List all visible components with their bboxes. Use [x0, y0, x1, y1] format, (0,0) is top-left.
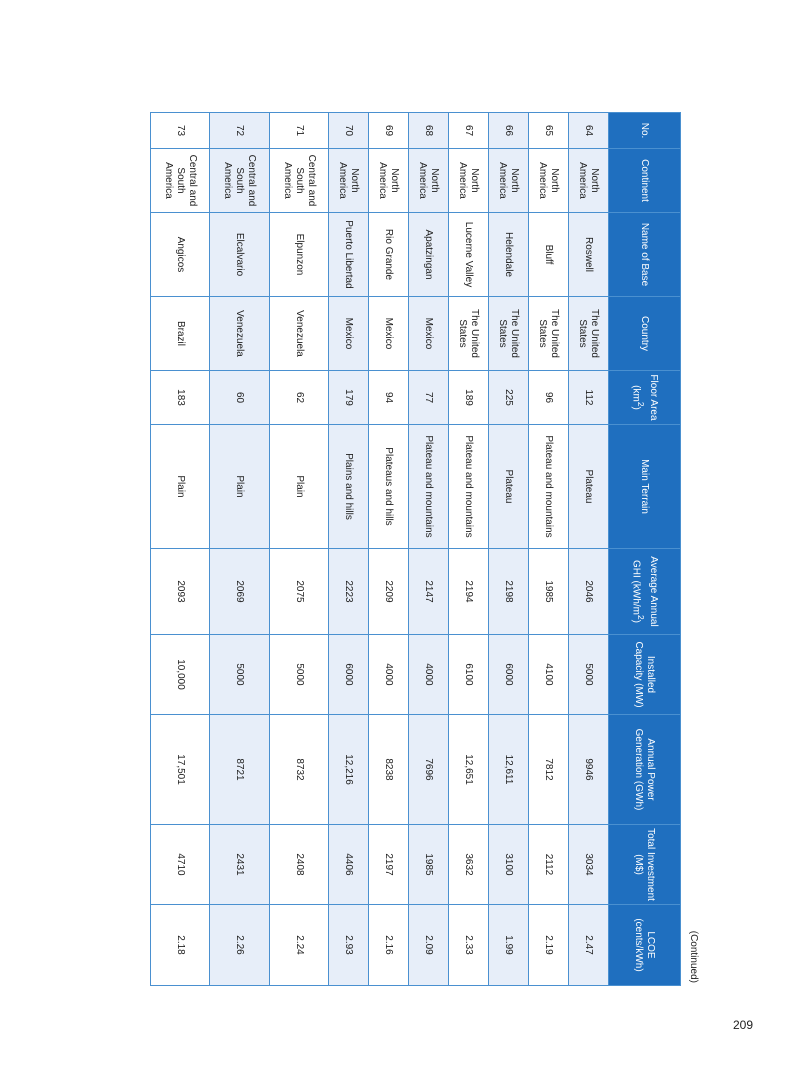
solar-bases-table — [150, 112, 681, 986]
cell-generation: 17,501 — [151, 715, 210, 825]
cell-no: 68 — [408, 113, 448, 149]
table-header-row — [609, 113, 681, 986]
cell-generation: 8732 — [269, 715, 328, 825]
table-row — [488, 113, 528, 986]
cell-name: Helendale — [488, 213, 528, 297]
page-number: 209 — [733, 1018, 754, 1032]
cell-terrain: Plateau and mountains — [528, 425, 568, 549]
cell-lcoe: 2.93 — [328, 905, 368, 986]
cell-continent: North America — [568, 149, 608, 213]
cell-lcoe: 2.09 — [408, 905, 448, 986]
cell-terrain: Plateau — [488, 425, 528, 549]
cell-lcoe: 2.24 — [269, 905, 328, 986]
cell-continent: North America — [448, 149, 488, 213]
cell-ghi: 2069 — [210, 549, 269, 635]
cell-country: The United States — [528, 297, 568, 371]
cell-floor-area: 189 — [448, 371, 488, 425]
cell-terrain: Plateau — [568, 425, 608, 549]
cell-capacity: 4000 — [368, 635, 408, 715]
cell-name: Elpunzon — [269, 213, 328, 297]
cell-terrain: Plain — [269, 425, 328, 549]
table-row — [528, 113, 568, 986]
cell-capacity: 6100 — [448, 635, 488, 715]
cell-country: Venezuela — [210, 297, 269, 371]
cell-floor-area: 225 — [488, 371, 528, 425]
cell-name: Elcalvario — [210, 213, 269, 297]
cell-country: Mexico — [408, 297, 448, 371]
cell-country: The United States — [448, 297, 488, 371]
cell-lcoe: 2.33 — [448, 905, 488, 986]
cell-investment: 2197 — [368, 825, 408, 905]
cell-continent: Central and South America — [210, 149, 269, 213]
header-lcoe: LCOE (cents/kWh) — [609, 905, 681, 986]
cell-terrain: Plain — [151, 425, 210, 549]
cell-lcoe: 2.16 — [368, 905, 408, 986]
cell-ghi: 2093 — [151, 549, 210, 635]
cell-ghi: 2198 — [488, 549, 528, 635]
table-row — [210, 113, 269, 986]
cell-continent: Central and South America — [151, 149, 210, 213]
cell-country: The United States — [488, 297, 528, 371]
cell-investment: 4406 — [328, 825, 368, 905]
cell-name: Roswell — [568, 213, 608, 297]
cell-capacity: 5000 — [269, 635, 328, 715]
cell-name: Puerto Libertad — [328, 213, 368, 297]
header-floor-area: Floor Area $(km^2)$ — [609, 371, 681, 425]
cell-country: Mexico — [368, 297, 408, 371]
cell-no: 67 — [448, 113, 488, 149]
cell-capacity: 5000 — [568, 635, 608, 715]
header-continent: Continent — [609, 149, 681, 213]
cell-terrain: Plain — [210, 425, 269, 549]
table-row — [368, 113, 408, 986]
cell-continent: North America — [368, 149, 408, 213]
cell-generation: 9946 — [568, 715, 608, 825]
cell-floor-area: 179 — [328, 371, 368, 425]
cell-country: Venezuela — [269, 297, 328, 371]
cell-capacity: 4100 — [528, 635, 568, 715]
cell-generation: 8238 — [368, 715, 408, 825]
header-country: Country — [609, 297, 681, 371]
header-name: Name of Base — [609, 213, 681, 297]
header-ghi: Average Annual GHI $(kWh/m^2)$ — [609, 549, 681, 635]
cell-no: 64 — [568, 113, 608, 149]
cell-generation: 7812 — [528, 715, 568, 825]
table-row — [408, 113, 448, 986]
cell-name: Apatzingan — [408, 213, 448, 297]
rotated-table-block — [150, 112, 699, 985]
cell-floor-area: 62 — [269, 371, 328, 425]
cell-investment: 3034 — [568, 825, 608, 905]
cell-no: 69 — [368, 113, 408, 149]
table-row — [448, 113, 488, 986]
cell-no: 71 — [269, 113, 328, 149]
cell-country: Mexico — [328, 297, 368, 371]
continued-label: (Continued) — [688, 930, 699, 983]
cell-no: 70 — [328, 113, 368, 149]
cell-floor-area: 77 — [408, 371, 448, 425]
cell-floor-area: 96 — [528, 371, 568, 425]
cell-lcoe: 2.26 — [210, 905, 269, 986]
cell-lcoe: 2.47 — [568, 905, 608, 986]
cell-floor-area: 183 — [151, 371, 210, 425]
cell-no: 65 — [528, 113, 568, 149]
cell-no: 73 — [151, 113, 210, 149]
cell-continent: North America — [328, 149, 368, 213]
cell-continent: Central and South America — [269, 149, 328, 213]
table-row — [568, 113, 608, 986]
cell-continent: North America — [528, 149, 568, 213]
cell-name: Rio Grande — [368, 213, 408, 297]
cell-generation: 12,611 — [488, 715, 528, 825]
cell-investment: 2112 — [528, 825, 568, 905]
cell-capacity: 6000 — [488, 635, 528, 715]
cell-capacity: 4000 — [408, 635, 448, 715]
cell-investment: 2431 — [210, 825, 269, 905]
cell-generation: 12,651 — [448, 715, 488, 825]
header-investment: Total Investment (M$) — [609, 825, 681, 905]
cell-continent: North America — [408, 149, 448, 213]
cell-lcoe: 2.19 — [528, 905, 568, 986]
table-body — [151, 113, 609, 986]
cell-lcoe: 2.18 — [151, 905, 210, 986]
cell-capacity: 6000 — [328, 635, 368, 715]
cell-terrain: Plateau and mountains — [408, 425, 448, 549]
cell-capacity: 10,000 — [151, 635, 210, 715]
cell-lcoe: 1.99 — [488, 905, 528, 986]
header-generation: Annual Power Generation (GWh) — [609, 715, 681, 825]
cell-country: Brazil — [151, 297, 210, 371]
cell-floor-area: 60 — [210, 371, 269, 425]
cell-investment: 2408 — [269, 825, 328, 905]
table-row — [328, 113, 368, 986]
cell-investment: 3100 — [488, 825, 528, 905]
cell-name: Bluff — [528, 213, 568, 297]
cell-terrain: Plateau and mountains — [448, 425, 488, 549]
cell-no: 66 — [488, 113, 528, 149]
cell-generation: 12,216 — [328, 715, 368, 825]
cell-country: The United States — [568, 297, 608, 371]
cell-ghi: 2046 — [568, 549, 608, 635]
cell-generation: 7696 — [408, 715, 448, 825]
cell-floor-area: 94 — [368, 371, 408, 425]
cell-ghi: 2147 — [408, 549, 448, 635]
table-row — [269, 113, 328, 986]
cell-investment: 3632 — [448, 825, 488, 905]
header-capacity: Installed Capacity (MW) — [609, 635, 681, 715]
cell-floor-area: 112 — [568, 371, 608, 425]
cell-name: Angicos — [151, 213, 210, 297]
cell-ghi: 2209 — [368, 549, 408, 635]
cell-ghi: 1985 — [528, 549, 568, 635]
cell-ghi: 2075 — [269, 549, 328, 635]
cell-ghi: 2194 — [448, 549, 488, 635]
header-terrain: Main Terrain — [609, 425, 681, 549]
cell-ghi: 2223 — [328, 549, 368, 635]
cell-terrain: Plateaus and hills — [368, 425, 408, 549]
cell-no: 72 — [210, 113, 269, 149]
cell-investment: 1985 — [408, 825, 448, 905]
header-no: No. — [609, 113, 681, 149]
cell-investment: 4710 — [151, 825, 210, 905]
cell-capacity: 5000 — [210, 635, 269, 715]
table-row — [151, 113, 210, 986]
cell-name: Lucerne Valley — [448, 213, 488, 297]
cell-continent: North America — [488, 149, 528, 213]
cell-generation: 8721 — [210, 715, 269, 825]
cell-terrain: Plains and hills — [328, 425, 368, 549]
